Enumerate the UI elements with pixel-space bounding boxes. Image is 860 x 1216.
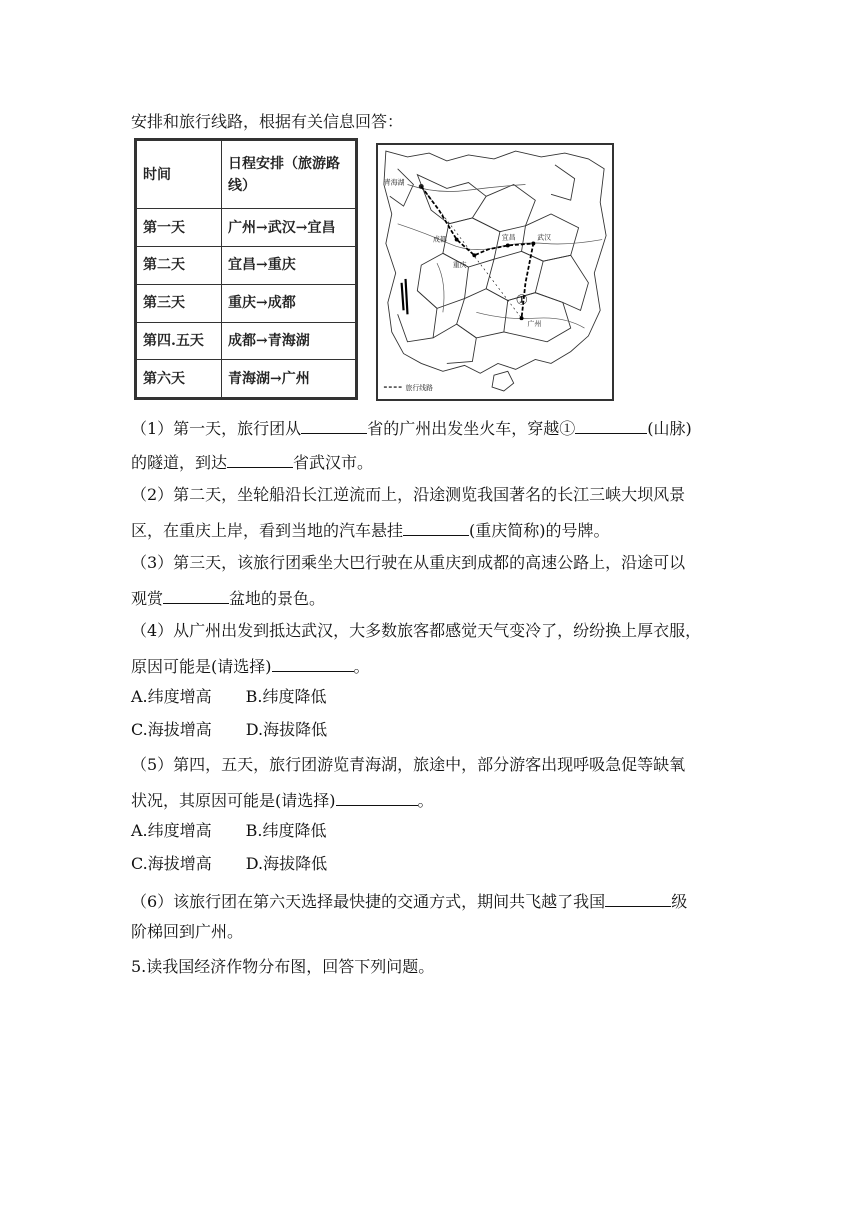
china-map-figure (378, 145, 612, 399)
q4-option-b[interactable]: B.纬度降低 (245, 687, 327, 706)
q5-blank-answer[interactable] (336, 788, 418, 806)
q5-options-row1 (131, 821, 327, 841)
table-row (137, 247, 356, 285)
city-dot-icon (472, 253, 476, 257)
day-cell: 第四.五天 (137, 322, 222, 360)
day-cell: 第二天 (137, 247, 222, 285)
q4-option-c[interactable]: C.海拔增高 (131, 720, 212, 739)
label-qinghai: 青海湖 (383, 178, 405, 187)
q3-line2: 观赏 盆地的景色。 (131, 586, 325, 609)
label-chongqing: 重庆 (452, 261, 467, 270)
q3-blank-basin[interactable] (163, 586, 229, 604)
route-cell: 宜昌→重庆 (222, 247, 356, 285)
map-outlines (384, 151, 606, 373)
q1-line2: 的隧道，到达 省武汉市。 (131, 450, 373, 473)
q5-line1: （5）第四，五天，旅行团游览青海湖，旅途中，部分游客出现呼吸急促等缺氧 (131, 755, 686, 774)
q1-blank-wuhan-province[interactable] (227, 450, 293, 468)
q5-options-row2 (131, 854, 327, 874)
city-dot-icon (531, 242, 535, 246)
day-cell: 第六天 (137, 360, 222, 398)
route-cell: 成都→青海湖 (222, 322, 356, 360)
route-cell: 青海湖→广州 (222, 360, 356, 398)
q2-blank-abbrev[interactable] (403, 518, 469, 536)
q5-option-a[interactable]: A.纬度增高 (131, 821, 212, 840)
island-outline (492, 371, 514, 391)
q3-line1: （3）第三天，该旅行团乘坐大巴行驶在从重庆到成都的高速公路上，沿途可以 (131, 553, 686, 572)
header-schedule: 日程安排（旅游路线） (222, 141, 356, 209)
city-dot-icon (506, 243, 510, 247)
label-chengdu: 成都 (433, 235, 447, 244)
q4-options-row1 (131, 687, 327, 707)
table-row (137, 141, 356, 209)
city-dot-icon (520, 316, 524, 320)
next-question: 5.读我国经济作物分布图，回答下列问题。 (131, 957, 435, 976)
scan-mark (402, 279, 408, 314)
q1-blank-mountain[interactable] (575, 416, 647, 434)
table-row (137, 322, 356, 360)
q5-option-d[interactable]: D.海拔降低 (245, 854, 328, 873)
q5-option-c[interactable]: C.海拔增高 (131, 854, 212, 873)
q4-option-a[interactable]: A.纬度增高 (131, 687, 212, 706)
q1-blank-province[interactable] (301, 416, 367, 434)
header-time: 时间 (137, 141, 222, 209)
q4-line1: （4）从广州出发到抵达武汉，大多数旅客都感觉天气变冷了，纷纷换上厚衣服， (131, 621, 702, 640)
q2-line1: （2）第二天，坐轮船沿长江逆流而上，沿途测览我国著名的长江三峡大坝风景 (131, 485, 686, 504)
q6-blank-steps[interactable] (605, 889, 671, 907)
q1-line1: （1）第一天，旅行团从 省的广州出发坐火车，穿越① (山脉) (131, 416, 692, 439)
route-map (376, 143, 614, 401)
q4-option-d[interactable]: D.海拔降低 (245, 720, 328, 739)
route-cell: 重庆→成都 (222, 284, 356, 322)
q6-line1: （6）该旅行团在第六天选择最快捷的交通方式，期间共飞越了我国 级 (131, 889, 687, 912)
city-dot-icon (455, 238, 459, 242)
q4-line2: 原因可能是(请选择) 。 (131, 654, 370, 677)
q5-line2: 状况，其原因可能是(请选择) 。 (131, 788, 434, 811)
table-row (137, 284, 356, 322)
label-wuhan: 武汉 (537, 233, 552, 242)
q4-blank-answer[interactable] (272, 654, 354, 672)
q2-line2: 区，在重庆上岸，看到当地的汽车悬挂 (重庆简称)的号牌。 (131, 518, 610, 541)
label-guangzhou: 广州 (527, 320, 542, 329)
label-yichang: 宜昌 (501, 233, 516, 242)
legend-label: 旅行线路 (405, 383, 434, 392)
intro-text: 安排和旅行线路，根据有关信息回答： (131, 112, 404, 131)
q4-options-row2 (131, 720, 327, 740)
q6-line2: 阶梯回到广州。 (131, 922, 244, 941)
route-cell: 广州→武汉→宜昌 (222, 209, 356, 247)
q5-option-b[interactable]: B.纬度降低 (245, 821, 327, 840)
table-row (137, 360, 356, 398)
day-cell: 第一天 (137, 209, 222, 247)
marker-one: ① (515, 292, 528, 309)
day-cell: 第三天 (137, 284, 222, 322)
table-row (137, 209, 356, 247)
schedule-table (134, 138, 358, 400)
